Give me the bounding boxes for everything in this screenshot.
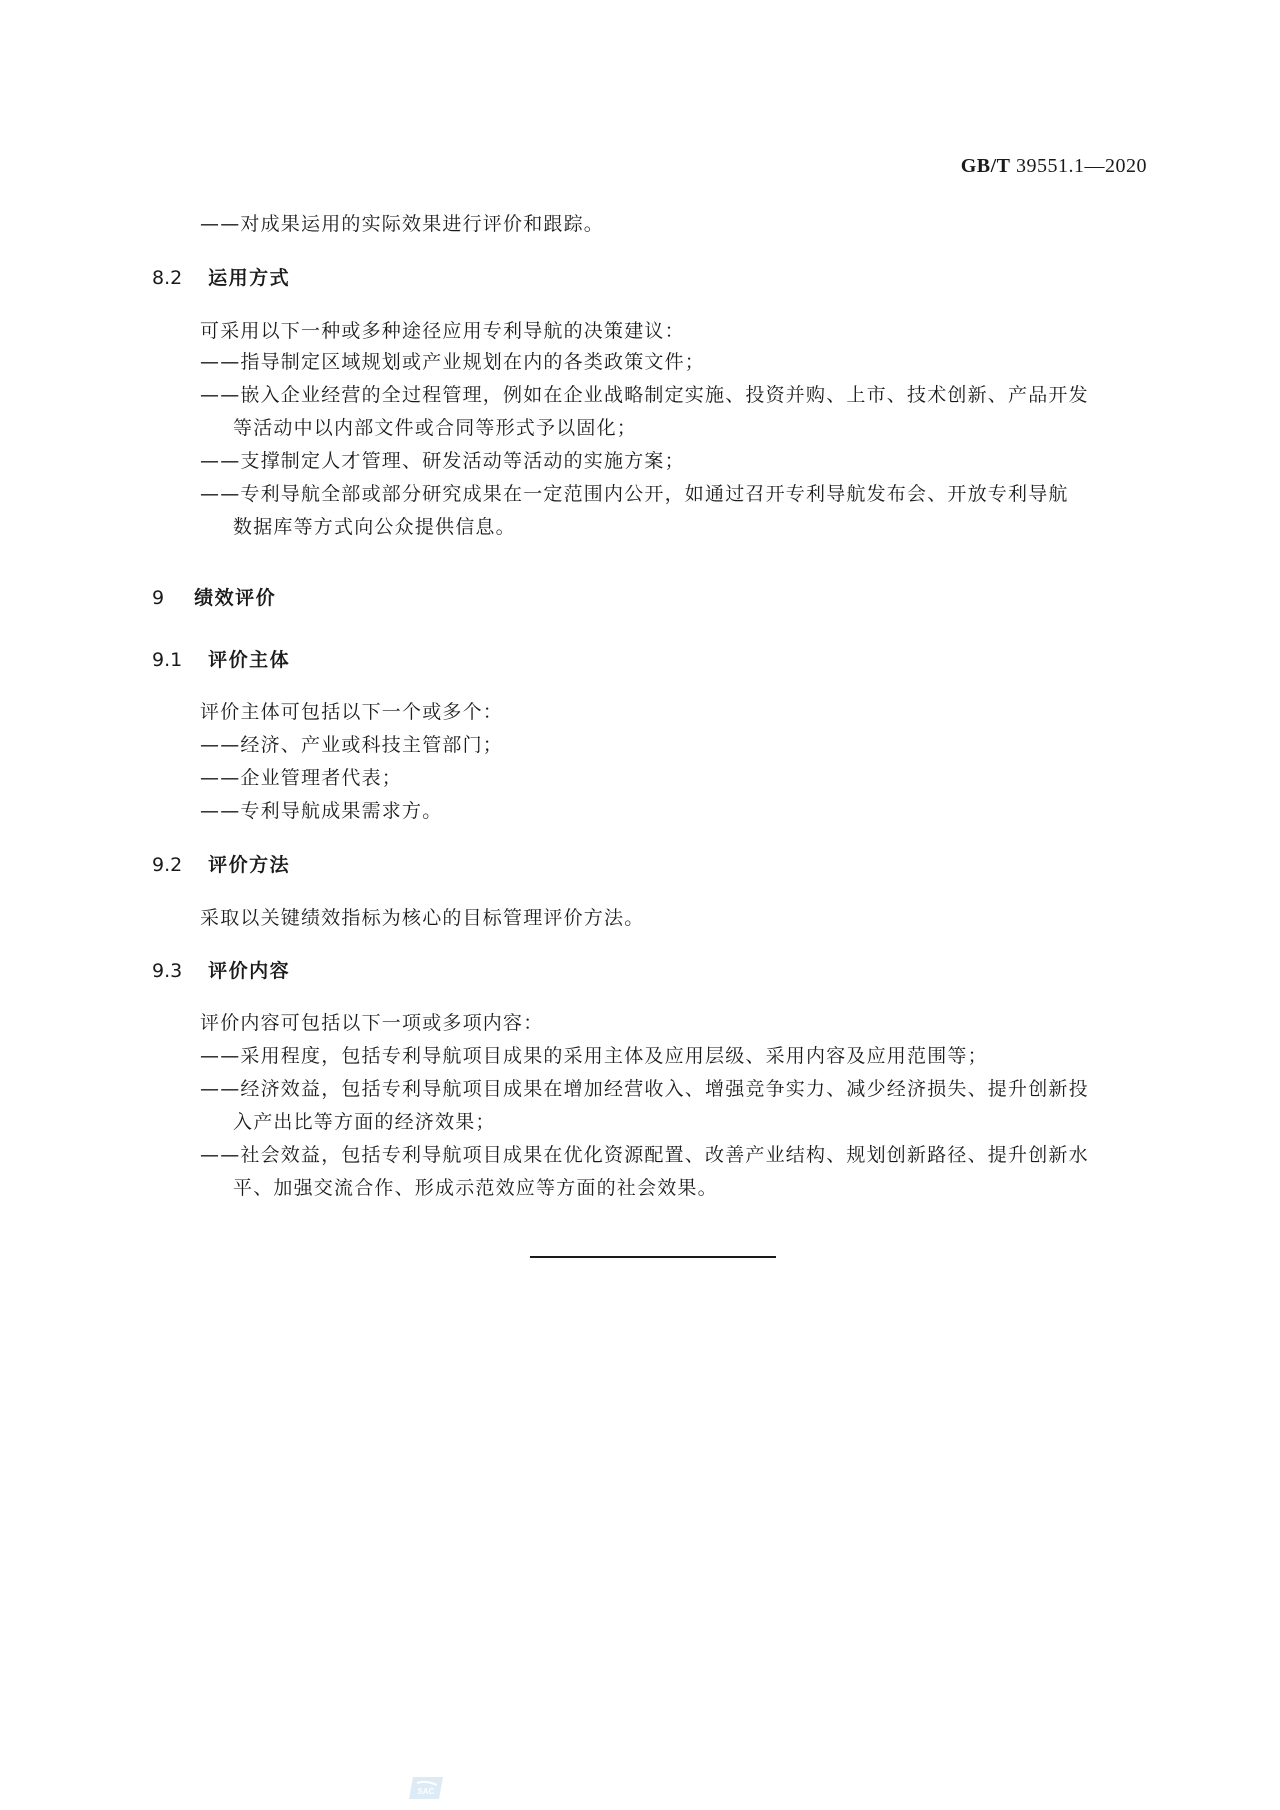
list-item: ——社会效益，包括专利导航项目成果在优化资源配置、改善产业结构、规划创新路径、提升创新水	[200, 1144, 1089, 1166]
section-heading-8-2	[152, 269, 290, 288]
list-item-continuation: 平、加强交流合作、形成示范效应等方面的社会效果。	[233, 1177, 718, 1199]
sac-watermark-icon	[407, 1773, 445, 1803]
list-item: ——对成果运用的实际效果进行评价和跟踪。	[200, 213, 605, 235]
list-item: ——支撑制定人才管理、研发活动等活动的实施方案；	[200, 450, 685, 472]
list-item-continuation: 等活动中以内部文件或合同等形式予以固化；	[233, 417, 638, 439]
section-title: 评价方法	[208, 854, 291, 876]
list-item: ——指导制定区域规划或产业规划在内的各类政策文件；	[200, 351, 706, 373]
list-item-continuation: 入产出比等方面的经济效果；	[233, 1111, 496, 1133]
section-title: 评价内容	[208, 960, 291, 982]
list-item: ——采用程度，包括专利导航项目成果的采用主体及应用层级、采用内容及应用范围等；	[200, 1045, 988, 1067]
list-item: ——经济、产业或科技主管部门；	[200, 734, 504, 756]
standard-number: 39551.1—2020	[1016, 155, 1147, 177]
list-item: ——专利导航成果需求方。	[200, 800, 443, 822]
standard-code	[961, 155, 1147, 178]
section-heading-9-1	[152, 651, 290, 670]
section-heading-9	[152, 589, 276, 608]
standard-prefix: GB/T	[960, 155, 1011, 177]
paragraph: 评价主体可包括以下一个或多个：	[200, 701, 504, 723]
section-number: 8.2	[152, 267, 183, 289]
watermark-text: SAC	[417, 1787, 435, 1796]
section-number: 9.1	[152, 649, 183, 671]
list-item: ——嵌入企业经营的全过程管理，例如在企业战略制定实施、投资并购、上市、技术创新、产品开发	[200, 384, 1089, 406]
paragraph: 评价内容可包括以下一项或多项内容：	[200, 1012, 544, 1034]
paragraph: 采取以关键绩效指标为核心的目标管理评价方法。	[200, 907, 645, 929]
end-rule	[530, 1256, 776, 1258]
section-title: 绩效评价	[194, 587, 277, 609]
section-heading-9-2	[152, 856, 290, 875]
section-heading-9-3	[152, 962, 290, 981]
section-number: 9.3	[152, 960, 183, 982]
section-number: 9	[152, 587, 165, 609]
section-title: 运用方式	[208, 267, 291, 289]
section-number: 9.2	[152, 854, 183, 876]
list-item-continuation: 数据库等方式向公众提供信息。	[233, 516, 516, 538]
paragraph: 可采用以下一种或多种途径应用专利导航的决策建议：	[200, 320, 685, 342]
list-item: ——专利导航全部或部分研究成果在一定范围内公开，如通过召开专利导航发布会、开放专利导航	[200, 483, 1069, 505]
section-title: 评价主体	[208, 649, 291, 671]
list-item: ——企业管理者代表；	[200, 767, 403, 789]
list-item: ——经济效益，包括专利导航项目成果在增加经营收入、增强竞争实力、减少经济损失、提升创新投	[200, 1078, 1089, 1100]
